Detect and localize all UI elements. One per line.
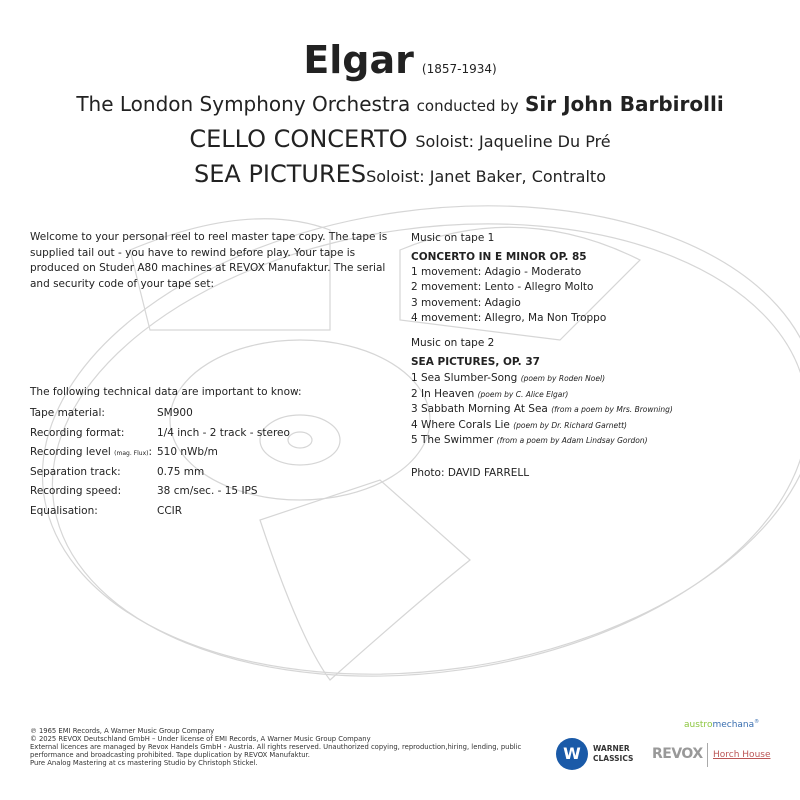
tech-value: 510 nWb/m — [157, 446, 218, 458]
tech-value: SM900 — [157, 407, 193, 419]
intro-text: Welcome to your personal reel to reel master tape copy. The tape is supplied tail out - you have to rewind before play. Your tape is produced on Studer A80 machines at REVOX Manufaktur. The serial and security code of your tape set: — [30, 231, 388, 290]
tape1-track: 4 movement: Allegro, Ma Non Troppo — [411, 311, 607, 324]
tech-row — [30, 446, 218, 458]
footer-legal — [30, 727, 521, 767]
warner-classics-logo: WARNER CLASSICS — [593, 744, 634, 763]
tech-heading: The following technical data are important to know: — [30, 386, 302, 398]
tech-row — [30, 504, 183, 517]
tape1-title: CONCERTO IN E MINOR OP. 85 — [411, 251, 587, 263]
tech-value: CCIR — [157, 504, 183, 517]
warner-logo-icon: W — [556, 738, 588, 770]
footer-line: ℗ 1965 EMI Records, A Warner Music Group Company — [30, 727, 215, 735]
tech-value: 1/4 inch - 2 track - stereo — [157, 426, 290, 439]
tech-label: Separation track: — [30, 465, 121, 478]
revox-logo: REVOX — [652, 746, 703, 762]
tech-label: Recording format: — [30, 426, 125, 439]
work2-line: SEA PICTURESSoloist: Janet Baker, Contralto — [194, 160, 606, 188]
tape2-heading: Music on tape 2 — [411, 337, 495, 349]
tape2-track: 3 Sabbath Morning At Sea (from a poem by Mrs. Browning) — [411, 403, 673, 415]
tech-row — [30, 465, 205, 478]
austromechana-logo: austromechana® — [684, 719, 760, 730]
tech-row — [30, 407, 193, 419]
tape1-heading: Music on tape 1 — [411, 232, 495, 244]
tech-label: Recording level (mag. Flux): — [30, 446, 153, 458]
footer-line: performance and broadcasting prohibited. Tape duplication by REVOX Manufaktur. — [30, 751, 310, 759]
tape1-track: 3 movement: Adagio — [411, 296, 521, 309]
tape1-track: 2 movement: Lento - Allegro Molto — [411, 281, 594, 294]
tape2-track: 1 Sea Slumber-Song (poem by Roden Noel) — [411, 372, 606, 384]
tape1-track: 1 movement: Adagio - Moderato — [411, 266, 582, 278]
tech-label: Recording speed: — [30, 485, 122, 497]
tech-row — [30, 485, 258, 497]
logo-divider — [707, 743, 708, 767]
composer-title: Elgar (1857-1934) — [303, 38, 497, 82]
photo-credit: Photo: DAVID FARRELL — [411, 467, 530, 479]
tape2-track: 5 The Swimmer (from a poem by Adam Lindsay Gordon) — [411, 434, 648, 446]
tech-value: 38 cm/sec. - 15 IPS — [157, 485, 258, 497]
footer-line: External licences are managed by Revox Handels GmbH - Austria. All rights reserved. Unauthorized copying, reproduction,hiring, lending, public — [30, 743, 522, 751]
tech-label: Tape material: — [30, 407, 105, 419]
tape2-title: SEA PICTURES, OP. 37 — [411, 356, 540, 368]
tape2-track: 2 In Heaven (poem by C. Alice Elgar) — [411, 387, 569, 400]
tape2-track: 4 Where Corals Lie (poem by Dr. Richard Garnett) — [411, 418, 627, 431]
footer-line: Pure Analog Mastering at cs mastering Studio by Christoph Stickel. — [30, 759, 258, 767]
tech-row — [30, 426, 290, 439]
tech-label: Equalisation: — [30, 504, 98, 517]
work1-line: CELLO CONCERTO Soloist: Jaqueline Du Pré — [189, 125, 611, 153]
horch-house-logo: Horch House — [713, 750, 771, 760]
orchestra-line: The London Symphony Orchestra conducted by Sir John Barbirolli — [76, 92, 724, 116]
footer-line: © 2025 REVOX Deutschland GmbH – Under license of EMI Records, A Warner Music Group Company — [30, 735, 371, 743]
tech-value: 0.75 mm — [157, 465, 205, 478]
